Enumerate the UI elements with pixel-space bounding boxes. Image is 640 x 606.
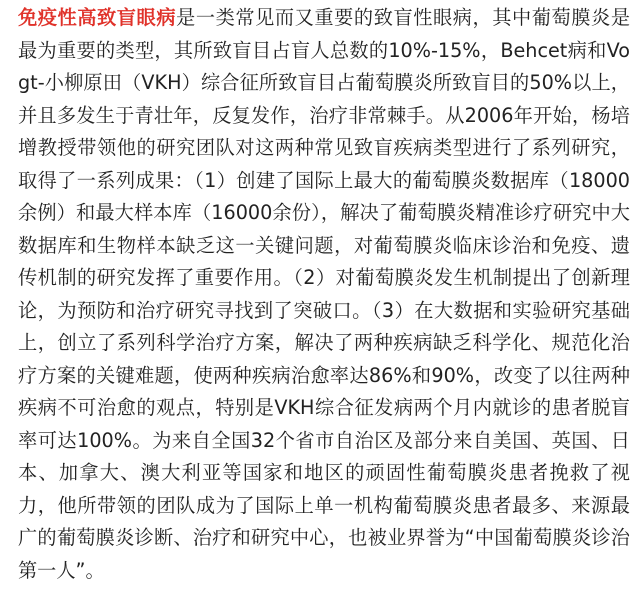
highlight-term: 免疫性高致盲眼病 [18,6,177,29]
paragraph-text: 是一类常见而又重要的致盲性眼病，其中葡萄膜炎是最为重要的类型，其所致盲目占盲人总数的10%-15%，Behcet病和Vogt-小柳原田（VKH）综合征所致盲目占葡萄膜炎所致盲目的50%以上，并且多发生于青壮年，反复发作，治疗非常棘手。从2006年开始，杨培增教授带领他的研究团队对这两种常见致盲疾病类型进行了系列研究，取得了一系列成果：（1）创建了国际上最大的葡萄膜炎数据库（18000余例）和最大样本库（16000余份），解决了葡萄膜炎精准诊疗研究中大数据库和生物样本缺乏这一关键问题，对葡萄膜炎临床诊治和免疫、遗传机制的研究发挥了重要作用。（2）对葡萄膜炎发生机制提出了创新理论，为预防和治疗研究寻找到了突破口。（3）在大数据和实验研究基础上，创立了系列科学治疗方案，解决了两种疾病缺乏科学化、规范化治疗方案的关键难题，使两种疾病治愈率达86%和90%，改变了以往两种疾病不可治愈的观点，特别是VKH综合征发病两个月内就诊的患者脱盲率可达100%。为来自全国32个省市自治区及部分来自美国、英国、日本、加拿大、澳大利亚等国家和地区的顽固性葡萄膜炎患者挽救了视力，他所带领的团队成为了国际上单一机构葡萄膜炎患者最多、来源最广的葡萄膜炎诊断、治疗和研究中心，也被业界誉为“中国葡萄膜炎诊治第一人”。 [18,6,631,582]
